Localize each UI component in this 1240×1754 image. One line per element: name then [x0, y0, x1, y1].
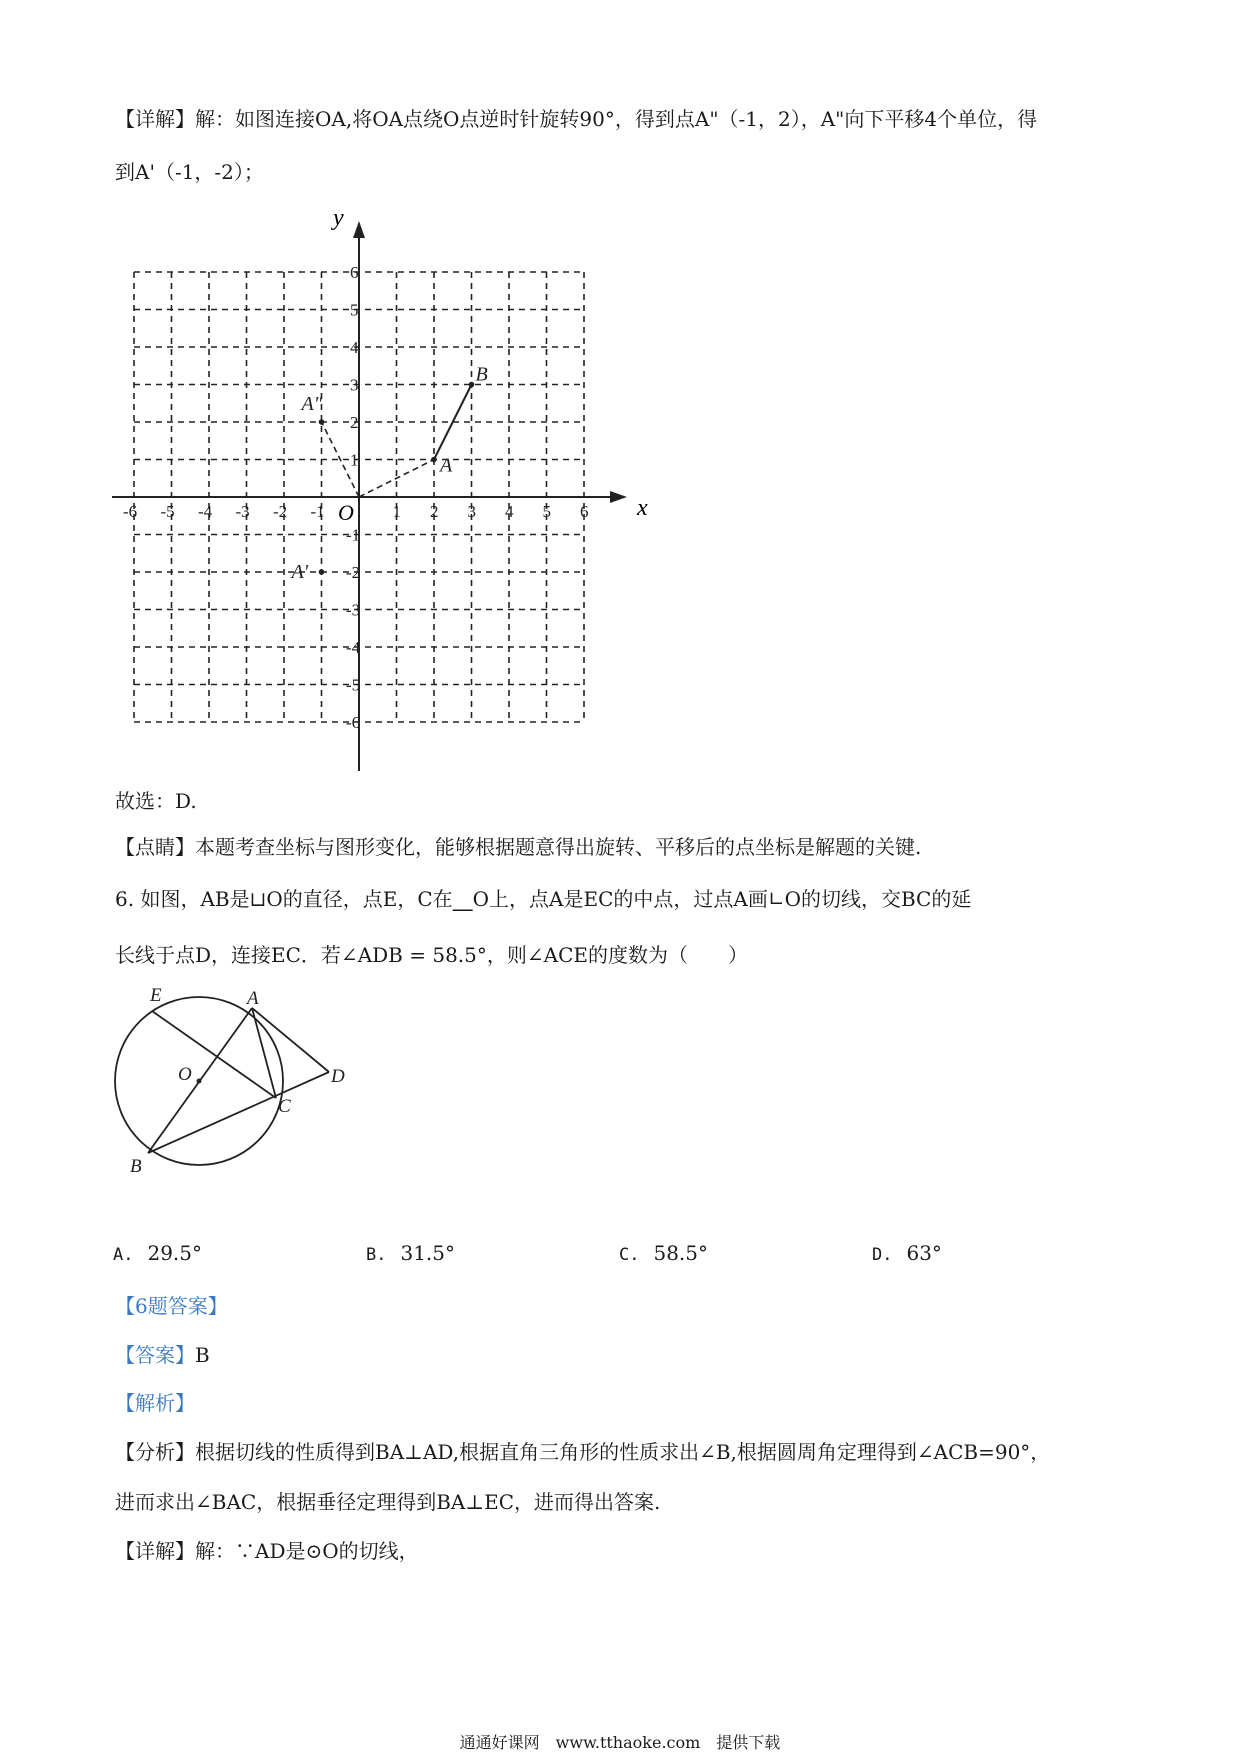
x-tick-label: -4 — [198, 502, 213, 521]
coordinate-graph — [105, 205, 648, 775]
y-tick-label: -5 — [346, 675, 361, 695]
analysis-line-1: 【分析】根据切线的性质得到BA⊥AD,根据直角三角形的性质求出∠B,根据圆周角定理得到∠ACB=90°， — [115, 1440, 1051, 1464]
option-c-value: 58.5° — [653, 1241, 709, 1265]
point-Ax — [319, 569, 325, 575]
label-o: O — [178, 1064, 192, 1085]
point-Ax — [319, 419, 325, 425]
answer-prefix: 【答案】 — [115, 1343, 195, 1367]
analysis-header: 【解析】 — [115, 1391, 195, 1415]
question-6-line-2: 长线于点D，连接EC．若∠ADB = 58.5°，则∠ACE的度数为（ ） — [115, 943, 748, 967]
analysis-line-2: 进而求出∠BAC，根据垂径定理得到BA⊥EC，进而得出答案. — [115, 1490, 661, 1514]
option-a-letter: A. — [113, 1245, 134, 1265]
y-tick-label: -3 — [346, 600, 361, 620]
x-tick-label: 4 — [505, 502, 514, 521]
y-tick-label: 2 — [350, 413, 359, 432]
x-axis-label: x — [637, 495, 648, 521]
option-b[interactable] — [366, 1241, 455, 1265]
point-A — [431, 457, 437, 463]
y-tick-label: 6 — [350, 263, 359, 282]
footer: 通通好课网 www.tthaoke.com 提供下载 — [459, 1733, 781, 1752]
option-a-value: 29.5° — [147, 1241, 203, 1265]
option-d[interactable] — [872, 1241, 942, 1265]
line-bd — [148, 1072, 329, 1153]
x-tick-label: 3 — [467, 502, 476, 521]
y-axis-label: y — [333, 205, 344, 231]
label-e: E — [150, 985, 162, 1006]
y-tick-label: 5 — [350, 300, 359, 320]
detail-line-2: 到A'（-1，-2）； — [115, 160, 264, 184]
label-d: D — [331, 1066, 345, 1087]
x-tick-label: 1 — [392, 502, 401, 521]
circle-figure — [105, 985, 365, 1185]
center-point — [197, 1079, 202, 1084]
point-label: A' — [291, 561, 308, 583]
option-a[interactable] — [113, 1241, 202, 1265]
answer-value: B — [195, 1343, 210, 1367]
detail-line: 【详解】解：∵AD是⊙O的切线， — [115, 1539, 419, 1563]
x-tick-label: -2 — [273, 502, 288, 521]
label-a: A — [247, 988, 259, 1009]
detail-line-1: 【详解】解：如图连接OA,将OA点绕O点逆时针旋转90°，得到点A"（-1，2），A"向下平移4个单位，得 — [115, 107, 1038, 131]
point-label: B — [475, 363, 488, 386]
segment-oa — [359, 460, 434, 498]
choice-line: 故选：D. — [115, 789, 197, 813]
y-tick-label: 1 — [350, 450, 359, 470]
label-b: B — [130, 1156, 142, 1177]
x-tick-label: -3 — [235, 502, 250, 521]
option-d-letter: D. — [872, 1245, 893, 1265]
label-c: C — [278, 1096, 291, 1117]
y-tick-label: 4 — [350, 338, 359, 357]
x-tick-label: 6 — [580, 502, 589, 521]
x-tick-label: 2 — [430, 502, 439, 521]
y-tick-label: -4 — [346, 638, 361, 657]
x-tick-label: 5 — [542, 502, 551, 521]
y-tick-label: 3 — [350, 375, 359, 395]
comment-line: 【点睛】本题考查坐标与图形变化，能够根据题意得出旋转、平移后的点坐标是解题的关键. — [115, 835, 922, 859]
y-tick-label: -6 — [346, 713, 361, 732]
y-tick-label: -2 — [346, 563, 361, 582]
option-b-value: 31.5° — [400, 1241, 456, 1265]
axes — [112, 221, 627, 771]
x-tick-label: -6 — [123, 502, 138, 521]
answer-header: 【6题答案】 — [115, 1294, 228, 1318]
option-c-letter: C. — [619, 1245, 640, 1265]
option-d-value: 63° — [906, 1241, 942, 1265]
x-tick-label: -1 — [310, 502, 325, 521]
option-b-letter: B. — [366, 1245, 387, 1265]
x-axis-arrow-icon — [610, 491, 627, 503]
point-label: A — [440, 454, 453, 477]
point-label: A" — [301, 393, 323, 415]
answer-options — [113, 1241, 1133, 1271]
y-axis-arrow-icon — [353, 221, 365, 238]
chord-ec — [152, 1011, 276, 1098]
x-tick-label: -5 — [160, 502, 175, 521]
y-tick-label: -1 — [346, 525, 361, 545]
answer-line — [115, 1340, 210, 1370]
option-c[interactable] — [619, 1241, 708, 1265]
question-6-line-1: 6. 如图，AB是⊔O的直径，点E，C在⎽O上，点A是EC的中点，过点A画∟O的切线，交BC的延 — [115, 887, 972, 911]
point-B — [469, 382, 475, 388]
tangent-ad — [252, 1008, 329, 1072]
origin-label: O — [338, 500, 354, 525]
